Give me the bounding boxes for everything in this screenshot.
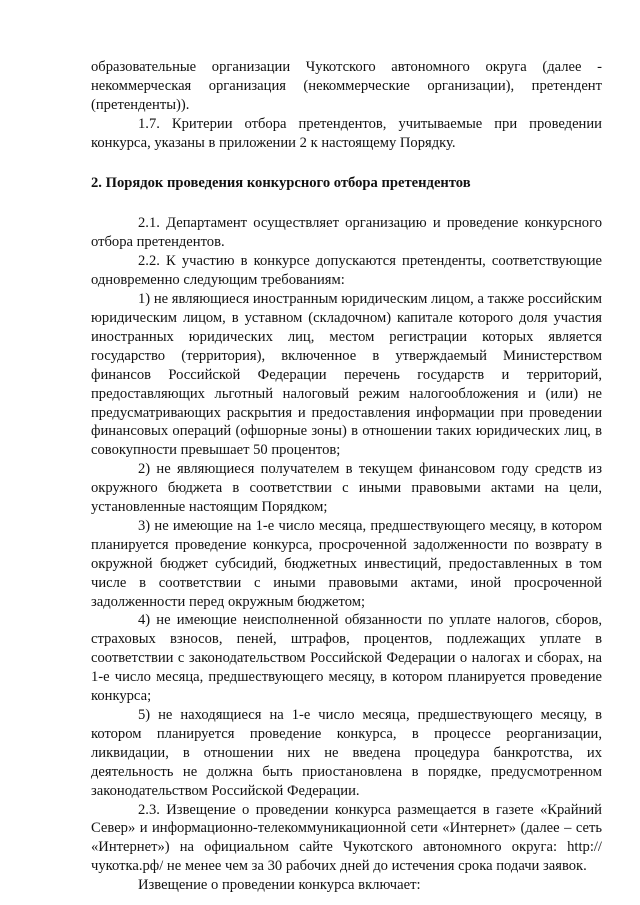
requirement-2: 2) не являющиеся получателем в текущем финансовом году средств из окружного бюджета в соответствии с иными правовыми актами на цели, установленные настоящим Порядком; — [91, 461, 602, 516]
notice-includes: Извещение о проведении конкурса включает: — [138, 877, 421, 894]
requirement-5: 5) не находящиеся на 1-е число месяца, предшествующего месяцу, в котором планируется проведение конкурса, в процессе реорганизации, ликвидации, в отношении них не введена процедура банкротства, их деятельность не должна быть приостановлена в порядке, предусмотренном законодательством Российской Федерации. — [91, 707, 602, 799]
document-page — [91, 58, 602, 895]
item-2-3: 2.3. Извещение о проведении конкурса размещается в газете «Крайний Север» и информационно-телекоммуникационной сети «Интернет» (далее – сеть «Интернет») на официальном сайте Чукотского автономного округа: http://чукотка.рф/ не менее чем за 30 рабочих дней до истечения срока подачи заявок. — [91, 801, 602, 875]
item-1-7: 1.7. Критерии отбора претендентов, учитываемые при проведении конкурса, указаны в приложении 2 к настоящему Порядку. — [91, 115, 602, 151]
requirement-1: 1) не являющиеся иностранным юридическим лицом, а также российским юридическим лицом, в уставном (складочном) капитале которого доля участия иностранных юридических лиц, местом регистрации которых является государство (территория), включенное в утверждаемый Министерством финансов Российской Федерации перечень государств и территорий, предоставляющих льготный налоговый режим налогообложения и (или) не предусматривающих раскрытия и предоставления информации при проведении финансовых операций (офшорные зоны) в отношении таких юридических лиц, в совокупности превышает 50 процентов; — [91, 291, 602, 459]
item-2-1: 2.1. Департамент осуществляет организацию и проведение конкурсного отбора претендентов. — [91, 215, 602, 251]
section-heading: 2. Порядок проведения конкурсного отбора претендентов — [91, 174, 471, 191]
requirement-3: 3) не имеющие на 1-е число месяца, предшествующего месяцу, в котором планируется проведение конкурса, просроченной задолженности по возврату в окружной бюджет субсидий, бюджетных инвестиций, предоставленных в том числе в соответствии с иными правовыми актами, иной просроченной задолженности перед окружным бюджетом; — [91, 517, 602, 610]
requirement-4: 4) не имеющие неисполненной обязанности по уплате налогов, сборов, страховых взносов, пеней, штрафов, процентов, подлежащих уплате в соответствии с законодательством Российской Федерации о налогах и сборах, на 1-е число месяца, предшествующего месяцу, в котором планируется проведение конкурса; — [91, 612, 602, 705]
intro-paragraph: образовательные организации Чукотского автономного округа (далее - некоммерческая организация (некоммерческие организации), претендент (претенденты)). — [91, 59, 602, 113]
item-2-2: 2.2. К участию в конкурсе допускаются претенденты, соответствующие одновременно следующим требованиям: — [91, 253, 602, 289]
